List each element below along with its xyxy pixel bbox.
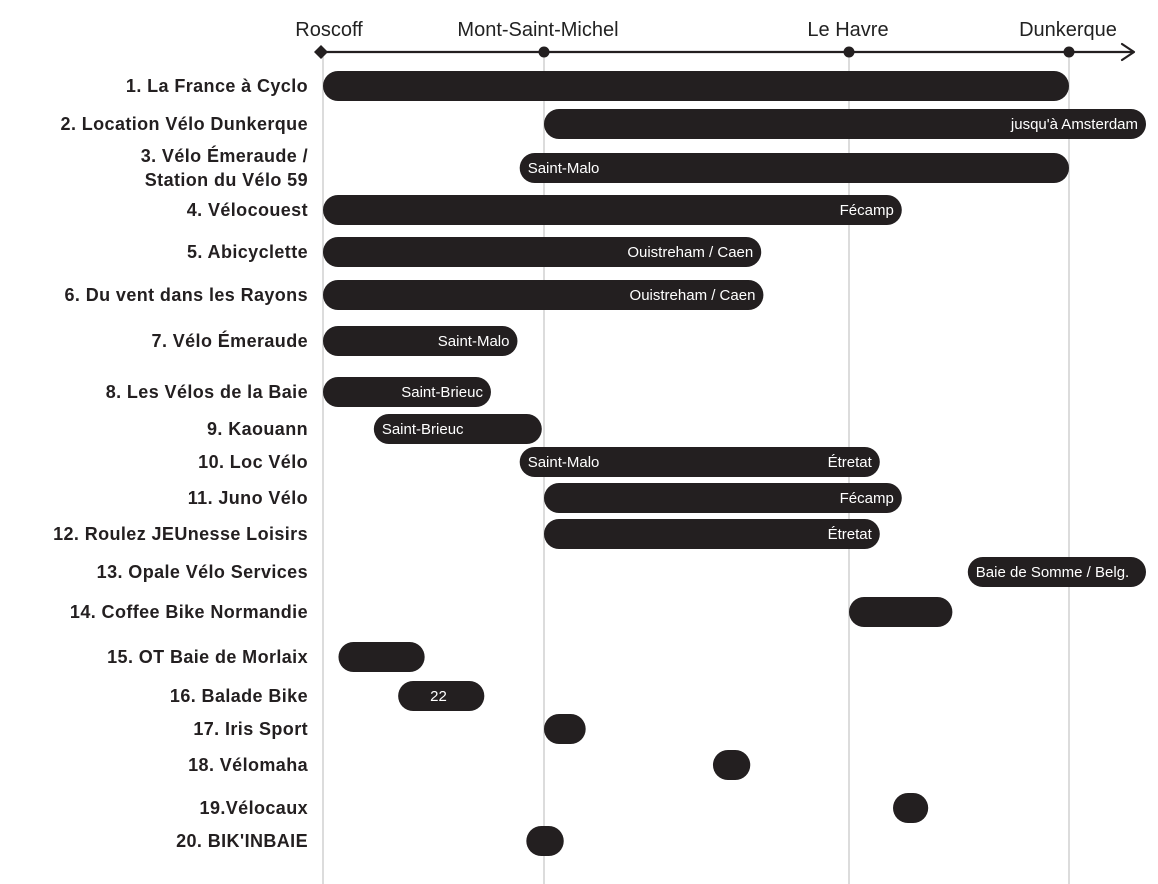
- bar-endpoint-label: jusqu'à Amsterdam: [1010, 116, 1138, 133]
- operator-label: 11. Juno Vélo: [187, 488, 308, 508]
- coverage-bar: [893, 793, 928, 823]
- operator-label: 5. Abicyclette: [187, 242, 308, 262]
- bar-endpoint-label: Baie de Somme / Belg.: [975, 564, 1130, 581]
- operator-label: 9. Kaouann: [206, 419, 308, 439]
- bar-endpoint-label: Saint-Malo: [527, 160, 600, 177]
- axis-stop-dot: [1064, 47, 1075, 58]
- axis-stop-label: Dunkerque: [1019, 19, 1117, 41]
- operator-label: 3. Vélo Émeraude /: [140, 146, 308, 166]
- axis-stop-label: Le Havre: [807, 19, 889, 41]
- route-axis: [295, 19, 1134, 60]
- coverage-bar: [520, 153, 1069, 183]
- coverage-bar: [323, 71, 1069, 101]
- operator-label: 10. Loc Vélo: [198, 452, 308, 472]
- bar-endpoint-label: Saint-Malo: [437, 333, 510, 350]
- bar-endpoint-label: Étretat: [827, 526, 872, 543]
- operator-label: 1. La France à Cyclo: [125, 76, 308, 96]
- operator-label: 17. Iris Sport: [193, 719, 308, 739]
- coverage-bar: [526, 826, 563, 856]
- operator-label: 4. Vélocouest: [186, 200, 308, 220]
- coverage-bars: [323, 71, 1146, 856]
- operator-label: 7. Vélo Émeraude: [151, 331, 308, 351]
- operator-label: 19.Vélocaux: [199, 798, 308, 818]
- bar-endpoint-label: Ouistreham / Caen: [629, 287, 756, 304]
- bar-endpoint-label: Saint-Malo: [527, 454, 600, 471]
- coverage-bar: [713, 750, 750, 780]
- coverage-bar: [323, 195, 902, 225]
- operator-label: 14. Coffee Bike Normandie: [69, 602, 308, 622]
- operator-label: 6. Du vent dans les Rayons: [64, 285, 308, 305]
- axis-start-marker: [314, 45, 328, 59]
- operator-label: 18. Vélomaha: [188, 755, 308, 775]
- operator-label: 15. OT Baie de Morlaix: [107, 647, 308, 667]
- coverage-bar: [849, 597, 952, 627]
- operator-label: 20. BIK'INBAIE: [176, 831, 308, 851]
- bar-endpoint-label: Étretat: [827, 454, 872, 471]
- bar-endpoint-label: Fécamp: [839, 490, 894, 507]
- operator-label: 13. Opale Vélo Services: [96, 562, 308, 582]
- bar-endpoint-label: 22: [430, 688, 447, 705]
- bar-endpoint-label: Ouistreham / Caen: [627, 244, 754, 261]
- bar-endpoint-label: Saint-Brieuc: [401, 384, 483, 401]
- operator-label: 16. Balade Bike: [169, 686, 308, 706]
- operator-label: 2. Location Vélo Dunkerque: [60, 114, 308, 134]
- bar-endpoint-label: Fécamp: [839, 202, 894, 219]
- operator-labels: [53, 76, 308, 851]
- coverage-bar: [544, 714, 586, 744]
- bar-endpoint-label: Saint-Brieuc: [381, 421, 464, 438]
- axis-stop-label: Mont-Saint-Michel: [457, 19, 619, 41]
- operator-label: 12. Roulez JEUnesse Loisirs: [53, 524, 308, 544]
- axis-stop-dot: [539, 47, 550, 58]
- operator-label: Station du Vélo 59: [144, 170, 308, 190]
- operator-label: 8. Les Vélos de la Baie: [105, 382, 308, 402]
- axis-stop-dot: [844, 47, 855, 58]
- coverage-bar: [338, 642, 424, 672]
- axis-stop-label: Roscoff: [295, 19, 363, 41]
